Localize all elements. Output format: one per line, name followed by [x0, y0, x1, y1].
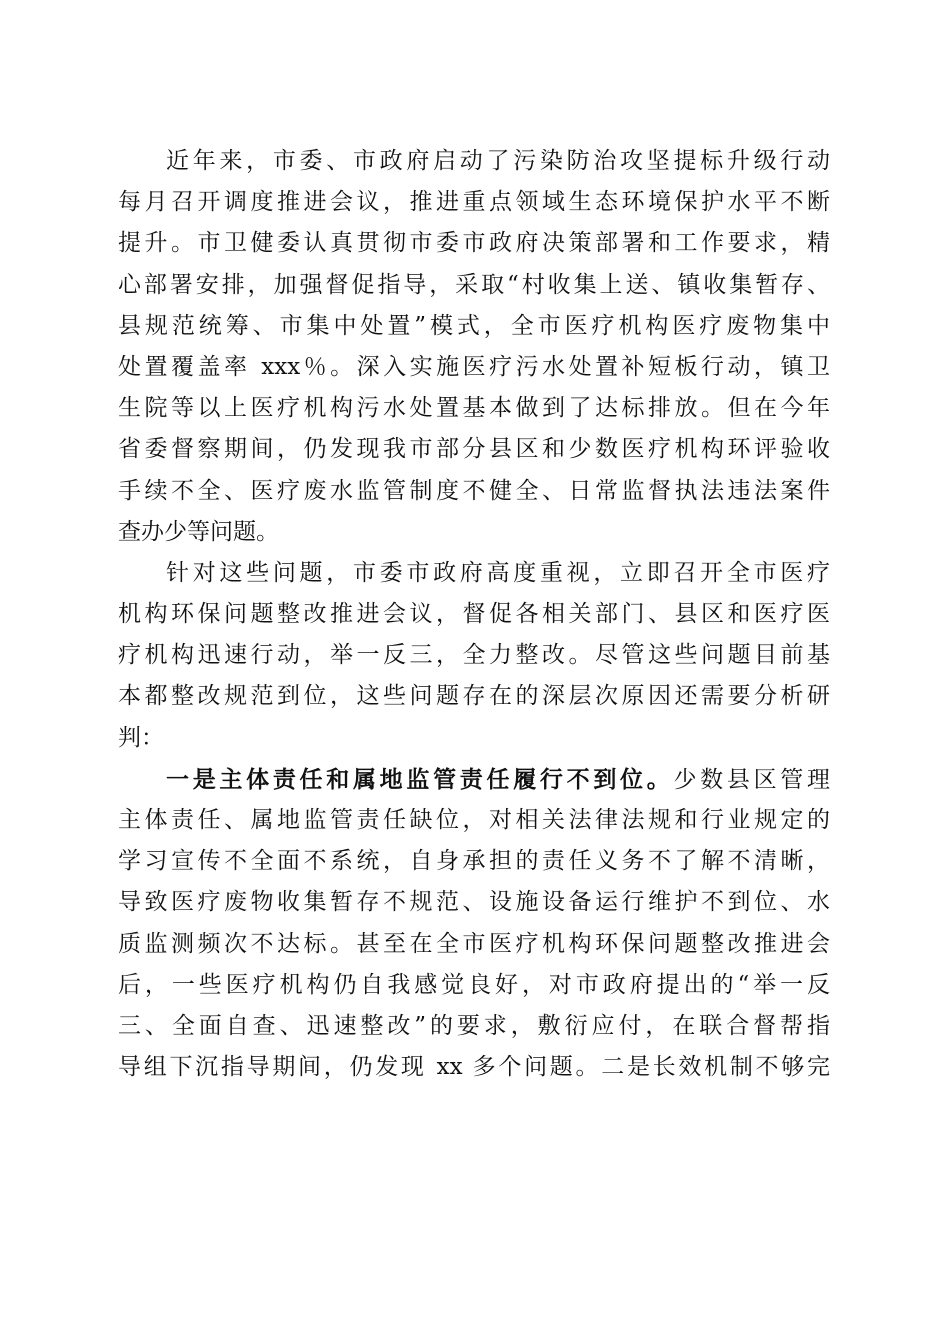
section-heading: 一是主体责任和属地监管责任履行不到位。 — [166, 765, 674, 793]
text-line: 本都整改规范到位，这些问题存在的深层次原因还需要分析研 — [118, 683, 830, 710]
text-line: 质监测频次不达标。甚至在全市医疗机构环保问题整改推进会 — [118, 930, 830, 957]
text-line: 导致医疗废物收集暂存不规范、设施设备运行维护不到位、水 — [118, 889, 830, 916]
text-line: 生院等以上医疗机构污水处置基本做到了达标排放。但在今年 — [118, 395, 830, 422]
text-line: 机构环保问题整改推进会议，督促各相关部门、县区和医疗医 — [118, 601, 830, 628]
text-line: 提升。市卫健委认真贯彻市委市政府决策部署和工作要求，精 — [118, 230, 830, 257]
text-line: 心部署安排，加强督促指导，采取“村收集上送、镇收集暂存、 — [118, 271, 830, 298]
text-line: 手续不全、医疗废水监管制度不健全、日常监督执法违法案件 — [118, 477, 830, 504]
text-line: 后，一些医疗机构仍自我感觉良好，对市政府提出的“举一反 — [118, 971, 830, 998]
text-line: 县规范统筹、市集中处置”模式，全市医疗机构医疗废物集中 — [118, 312, 830, 339]
text-line: 学习宣传不全面不系统，自身承担的责任义务不了解不清晰， — [118, 848, 830, 875]
text-line: 近年来，市委、市政府启动了污染防治攻坚提标升级行动 — [166, 148, 830, 174]
text-line: 每月召开调度推进会议，推进重点领域生态环境保护水平不断 — [118, 189, 830, 216]
text-line: 处置覆盖率 xxx％。深入实施医疗污水处置补短板行动，镇卫 — [118, 353, 830, 380]
text-line: 针对这些问题，市委市政府高度重视，立即召开全市医疗 — [166, 559, 830, 586]
text-line: 主体责任、属地监管责任缺位，对相关法律法规和行业规定的 — [118, 807, 830, 833]
text-line: 判： — [118, 724, 164, 751]
text-line — [118, 759, 830, 800]
paragraph-2 — [118, 553, 830, 759]
heading-line-rest: 少数县区管理 — [673, 766, 831, 793]
text-line: 导组下沉指导期间，仍发现 xx 多个问题。二是长效机制不够完 — [118, 1054, 830, 1081]
text-line: 三、全面自查、迅速整改”的要求，敷衍应付，在联合督帮指 — [118, 1012, 830, 1039]
text-line: 疗机构迅速行动，举一反三，全力整改。尽管这些问题目前基 — [118, 642, 830, 669]
text-line: 查办少等问题。 — [118, 518, 279, 545]
paragraph-3 — [118, 759, 830, 1089]
paragraph-1 — [118, 141, 830, 553]
document-body — [118, 141, 830, 1088]
text-line: 省委督察期间，仍发现我市部分县区和少数医疗机构环评验收 — [118, 436, 830, 463]
